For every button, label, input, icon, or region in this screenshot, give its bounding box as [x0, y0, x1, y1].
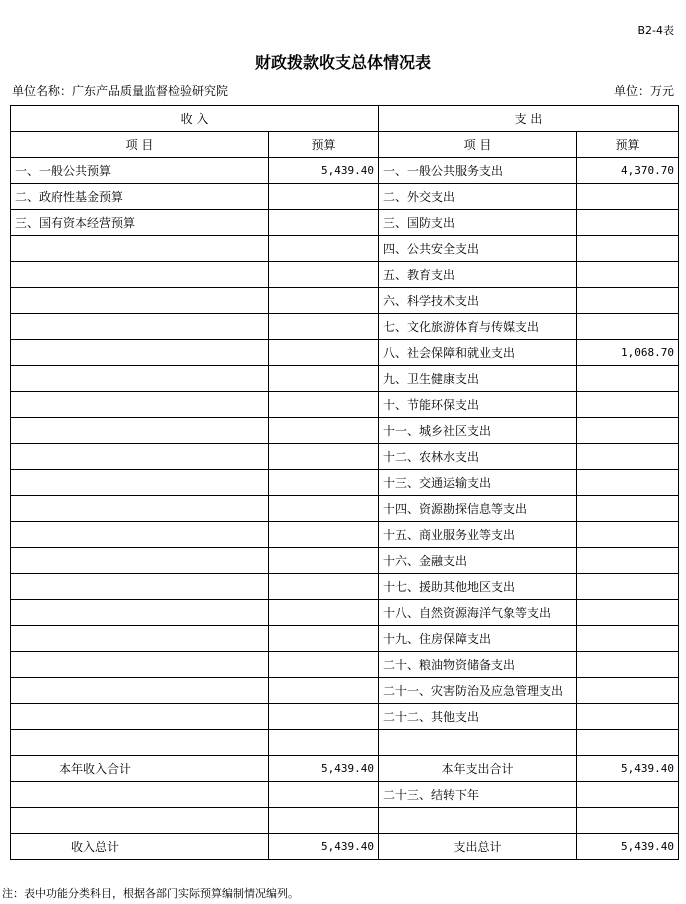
income-item: 一、一般公共预算 — [11, 158, 269, 184]
table-row — [11, 314, 679, 340]
expense-budget — [577, 236, 679, 262]
expense-budget — [577, 496, 679, 522]
table-row — [11, 522, 679, 548]
income-budget — [269, 496, 379, 522]
header-row-2 — [11, 132, 679, 158]
expense-item: 二十三、结转下年 — [379, 782, 577, 808]
income-budget — [269, 600, 379, 626]
income-item — [11, 288, 269, 314]
income-budget — [269, 652, 379, 678]
expense-item: 十八、自然资源海洋气象等支出 — [379, 600, 577, 626]
expense-budget — [577, 184, 679, 210]
expense-budget — [577, 704, 679, 730]
income-item — [11, 236, 269, 262]
income-budget: 5,439.40 — [269, 756, 379, 782]
income-budget — [269, 184, 379, 210]
expense-budget — [577, 418, 679, 444]
expense-budget — [577, 288, 679, 314]
income-item — [11, 522, 269, 548]
income-budget — [269, 782, 379, 808]
income-item — [11, 574, 269, 600]
expense-budget: 1,068.70 — [577, 340, 679, 366]
income-budget — [269, 522, 379, 548]
table-row — [11, 574, 679, 600]
expense-budget — [577, 808, 679, 834]
carry-forward-row — [11, 782, 679, 808]
income-budget: 5,439.40 — [269, 834, 379, 860]
table-row — [11, 366, 679, 392]
income-item — [11, 470, 269, 496]
unit-name: 单位名称：广东产品质量监督检验研究院 — [12, 84, 229, 98]
expense-item: 九、卫生健康支出 — [379, 366, 577, 392]
expense-item: 八、社会保障和就业支出 — [379, 340, 577, 366]
table-row — [11, 210, 679, 236]
item-left-header: 项 目 — [11, 132, 269, 158]
income-item — [11, 704, 269, 730]
table-row — [11, 288, 679, 314]
income-budget — [269, 366, 379, 392]
income-budget: 5,439.40 — [269, 158, 379, 184]
expense-header: 支 出 — [379, 106, 679, 132]
expense-item: 十六、金融支出 — [379, 548, 577, 574]
expense-item: 二十二、其他支出 — [379, 704, 577, 730]
income-item — [11, 444, 269, 470]
expense-item: 十、节能环保支出 — [379, 392, 577, 418]
expense-item: 四、公共安全支出 — [379, 236, 577, 262]
table-row — [11, 470, 679, 496]
income-item — [11, 314, 269, 340]
income-budget — [269, 808, 379, 834]
income-item — [11, 626, 269, 652]
income-budget — [269, 678, 379, 704]
budget-left-header: 预算 — [269, 132, 379, 158]
income-budget — [269, 444, 379, 470]
income-item — [11, 340, 269, 366]
table-row — [11, 444, 679, 470]
table-row — [11, 184, 679, 210]
table-row — [11, 496, 679, 522]
table-row — [11, 678, 679, 704]
income-item — [11, 808, 269, 834]
expense-item: 十三、交通运输支出 — [379, 470, 577, 496]
table-row — [11, 704, 679, 730]
income-item — [11, 392, 269, 418]
expense-budget — [577, 366, 679, 392]
expense-item: 三、国防支出 — [379, 210, 577, 236]
expense-budget — [577, 548, 679, 574]
expense-item: 支出总计 — [379, 834, 577, 860]
income-budget — [269, 314, 379, 340]
expense-budget — [577, 444, 679, 470]
expense-budget — [577, 314, 679, 340]
income-item — [11, 730, 269, 756]
expense-budget — [577, 782, 679, 808]
table-row — [11, 418, 679, 444]
footnote: 注：表中功能分类科目，根据各部门实际预算编制情况编列。 — [2, 887, 299, 900]
income-item — [11, 496, 269, 522]
expense-budget: 5,439.40 — [577, 834, 679, 860]
expense-item: 二十、粮油物资储备支出 — [379, 652, 577, 678]
table-row — [11, 236, 679, 262]
table-row — [11, 262, 679, 288]
income-item — [11, 782, 269, 808]
table-row — [11, 730, 679, 756]
expense-budget: 5,439.40 — [577, 756, 679, 782]
income-item: 本年收入合计 — [11, 756, 269, 782]
expense-item: 十一、城乡社区支出 — [379, 418, 577, 444]
income-budget — [269, 236, 379, 262]
income-budget — [269, 210, 379, 236]
expense-item: 十五、商业服务业等支出 — [379, 522, 577, 548]
income-budget — [269, 574, 379, 600]
table-row — [11, 626, 679, 652]
expense-budget — [577, 262, 679, 288]
income-item: 二、政府性基金预算 — [11, 184, 269, 210]
item-right-header: 项 目 — [379, 132, 577, 158]
expense-budget — [577, 210, 679, 236]
expense-budget — [577, 730, 679, 756]
income-item: 三、国有资本经营预算 — [11, 210, 269, 236]
income-budget — [269, 288, 379, 314]
expense-budget — [577, 600, 679, 626]
expense-item: 本年支出合计 — [379, 756, 577, 782]
income-budget — [269, 548, 379, 574]
income-budget — [269, 730, 379, 756]
table-row — [11, 600, 679, 626]
income-item — [11, 600, 269, 626]
expense-budget — [577, 678, 679, 704]
page-title: 财政拨款收支总体情况表 — [254, 53, 431, 72]
income-item — [11, 652, 269, 678]
expense-item — [379, 808, 577, 834]
expense-item: 十二、农林水支出 — [379, 444, 577, 470]
table-row — [11, 548, 679, 574]
income-item: 收入总计 — [11, 834, 269, 860]
table-row — [11, 392, 679, 418]
grand-total-row — [11, 834, 679, 860]
income-item — [11, 418, 269, 444]
expense-item: 十七、援助其他地区支出 — [379, 574, 577, 600]
table-row — [11, 158, 679, 184]
expense-item: 七、文化旅游体育与传媒支出 — [379, 314, 577, 340]
income-item — [11, 262, 269, 288]
budget-right-header: 预算 — [577, 132, 679, 158]
expense-item: 一、一般公共服务支出 — [379, 158, 577, 184]
header-row-1 — [11, 106, 679, 132]
income-budget — [269, 470, 379, 496]
table-row — [11, 808, 679, 834]
income-item — [11, 678, 269, 704]
table-row — [11, 340, 679, 366]
expense-item: 十四、资源勘探信息等支出 — [379, 496, 577, 522]
expense-item — [379, 730, 577, 756]
expense-item: 二十一、灾害防治及应急管理支出 — [379, 678, 577, 704]
income-budget — [269, 704, 379, 730]
income-item — [11, 366, 269, 392]
expense-item: 六、科学技术支出 — [379, 288, 577, 314]
table-row — [11, 652, 679, 678]
income-budget — [269, 262, 379, 288]
expense-budget — [577, 470, 679, 496]
expense-item: 十九、住房保障支出 — [379, 626, 577, 652]
expense-item: 二、外交支出 — [379, 184, 577, 210]
expense-budget — [577, 392, 679, 418]
expense-budget — [577, 574, 679, 600]
expense-budget — [577, 652, 679, 678]
year-total-row — [11, 756, 679, 782]
income-budget — [269, 392, 379, 418]
expense-item: 五、教育支出 — [379, 262, 577, 288]
expense-budget: 4,370.70 — [577, 158, 679, 184]
income-budget — [269, 626, 379, 652]
income-item — [11, 548, 269, 574]
income-budget — [269, 340, 379, 366]
income-header: 收 入 — [11, 106, 379, 132]
unit-money: 单位：万元 — [613, 84, 674, 98]
expense-budget — [577, 626, 679, 652]
budget-table — [10, 105, 679, 860]
expense-budget — [577, 522, 679, 548]
income-budget — [269, 418, 379, 444]
table-code: B2-4表 — [637, 24, 674, 37]
